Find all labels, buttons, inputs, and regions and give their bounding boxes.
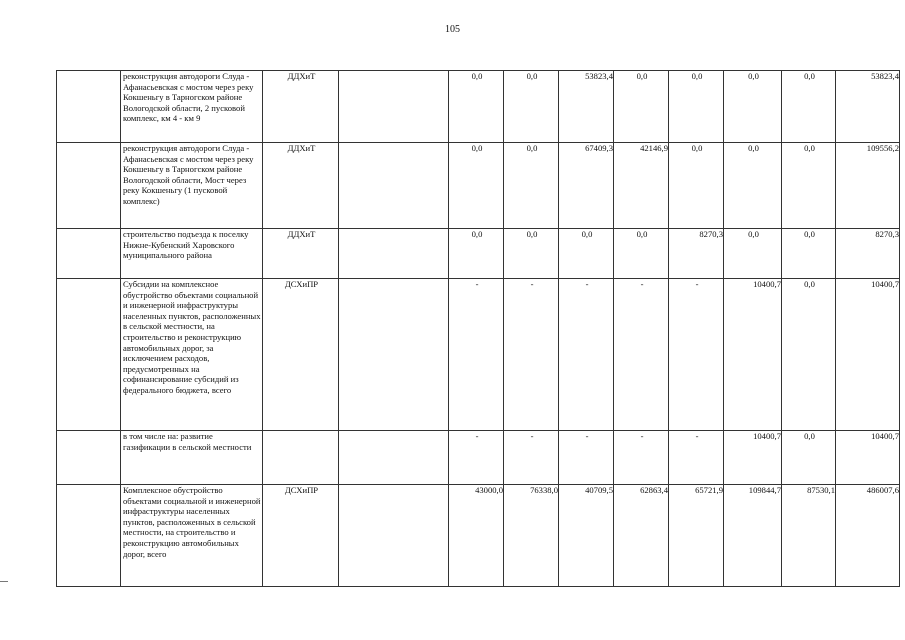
value-cell: 0,0 <box>782 431 836 485</box>
scan-edge-mark <box>0 581 8 582</box>
value-cell: - <box>504 279 559 431</box>
empty-cell <box>339 485 449 587</box>
table-row <box>57 431 900 485</box>
number-cell <box>57 71 121 143</box>
executor-cell: ДДХиТ <box>263 143 339 229</box>
program-name-cell: в том числе на: развитие газификации в сельской местности <box>121 431 263 485</box>
value-cell: 53823,4 <box>836 71 900 143</box>
value-cell: 0,0 <box>724 143 782 229</box>
value-cell: 0,0 <box>669 143 724 229</box>
value-cell: 0,0 <box>782 71 836 143</box>
value-cell: 486007,6 <box>836 485 900 587</box>
number-cell <box>57 143 121 229</box>
budget-table <box>56 70 900 587</box>
number-cell <box>57 431 121 485</box>
empty-cell <box>339 279 449 431</box>
value-cell: 0,0 <box>669 71 724 143</box>
value-cell: - <box>449 431 504 485</box>
program-name-cell: Субсидии на комплексное обустройство объектами социальной и инженерной инфраструктуры населенных пунктов, расположенных в сельской местности, на строительство и реконструкцию автомобильных дорог, за исключением расходов, предусмотренных на софинансирование субсидий из федерального бюджета, всего <box>121 279 263 431</box>
executor-cell: ДСХиПР <box>263 279 339 431</box>
number-cell <box>57 485 121 587</box>
value-cell: 109556,2 <box>836 143 900 229</box>
value-cell: 0,0 <box>724 71 782 143</box>
value-cell: 109844,7 <box>724 485 782 587</box>
value-cell: 43000,0 <box>449 485 504 587</box>
value-cell: 0,0 <box>449 71 504 143</box>
value-cell: 0,0 <box>614 229 669 279</box>
value-cell: 0,0 <box>504 143 559 229</box>
program-name-cell: реконструкция автодороги Слуда - Афанасьевская с мостом через реку Кокшеньгу в Тарногском районе Вологодской области, 2 пусковой комплекс, км 4 - км 9 <box>121 71 263 143</box>
table-row <box>57 279 900 431</box>
empty-cell <box>339 431 449 485</box>
table-row <box>57 143 900 229</box>
value-cell: - <box>669 279 724 431</box>
empty-cell <box>339 143 449 229</box>
value-cell: 10400,7 <box>724 431 782 485</box>
program-name-cell: Комплексное обустройство объектами социальной и инженерной инфраструктуры населенных пунктов, расположенных в сельской местности, на строительство и реконструкцию автомобильных дорог, всего <box>121 485 263 587</box>
empty-cell <box>339 71 449 143</box>
value-cell: 62863,4 <box>614 485 669 587</box>
executor-cell: ДДХиТ <box>263 71 339 143</box>
value-cell: 42146,9 <box>614 143 669 229</box>
value-cell: 0,0 <box>504 71 559 143</box>
value-cell: 40709,5 <box>559 485 614 587</box>
value-cell: - <box>504 431 559 485</box>
number-cell <box>57 279 121 431</box>
table-row <box>57 485 900 587</box>
table-row <box>57 71 900 143</box>
empty-cell <box>339 229 449 279</box>
value-cell: - <box>614 431 669 485</box>
table-row <box>57 229 900 279</box>
value-cell: 0,0 <box>782 279 836 431</box>
value-cell: 8270,3 <box>836 229 900 279</box>
executor-cell <box>263 431 339 485</box>
value-cell: - <box>449 279 504 431</box>
value-cell: - <box>559 431 614 485</box>
page-number: 105 <box>445 24 460 35</box>
value-cell: - <box>559 279 614 431</box>
executor-cell: ДСХиПР <box>263 485 339 587</box>
value-cell: 0,0 <box>449 143 504 229</box>
value-cell: 87530,1 <box>782 485 836 587</box>
value-cell: - <box>614 279 669 431</box>
program-name-cell: реконструкция автодороги Слуда - Афанасьевская с мостом через реку Кокшеньгу в Тарногском районе Вологодской области, Мост через реку Кокшеньгу (1 пусковой комплекс) <box>121 143 263 229</box>
value-cell: 0,0 <box>782 229 836 279</box>
value-cell: 0,0 <box>782 143 836 229</box>
executor-cell: ДДХиТ <box>263 229 339 279</box>
value-cell: 10400,7 <box>724 279 782 431</box>
value-cell: 76338,0 <box>504 485 559 587</box>
program-name-cell: строительство подъезда к поселку Нижне-Кубенский Харовского муниципального района <box>121 229 263 279</box>
value-cell: 8270,3 <box>669 229 724 279</box>
value-cell: 67409,3 <box>559 143 614 229</box>
value-cell: 0,0 <box>559 229 614 279</box>
value-cell: 0,0 <box>614 71 669 143</box>
value-cell: 53823,4 <box>559 71 614 143</box>
value-cell: 10400,7 <box>836 431 900 485</box>
value-cell: - <box>669 431 724 485</box>
value-cell: 65721,9 <box>669 485 724 587</box>
number-cell <box>57 229 121 279</box>
value-cell: 0,0 <box>449 229 504 279</box>
value-cell: 10400,7 <box>836 279 900 431</box>
value-cell: 0,0 <box>724 229 782 279</box>
value-cell: 0,0 <box>504 229 559 279</box>
